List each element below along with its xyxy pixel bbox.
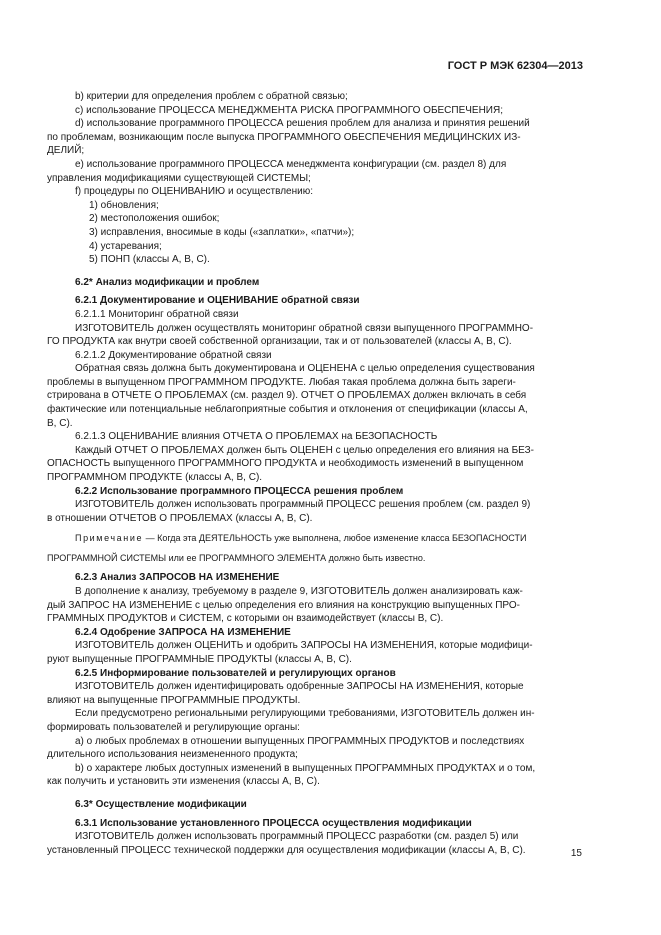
paragraph-line: дый ЗАПРОС НА ИЗМЕНЕНИЕ с целью определения его влияния на конструкцию выпущенных ПРО- bbox=[47, 599, 520, 611]
list-item-d-line3: ДЕЛИЙ; bbox=[47, 145, 85, 157]
sub-item-2: 2) местоположения ошибок; bbox=[89, 213, 220, 225]
paragraph-line: как получить и установить эти изменения (классы A, B, C). bbox=[47, 776, 320, 788]
sub-item-1: 1) обновления; bbox=[89, 199, 159, 211]
list-item-c: c) использование ПРОЦЕССА МЕНЕДЖМЕНТА РИСКА ПРОГРАММНОГО ОБЕСПЕЧЕНИЯ; bbox=[75, 104, 503, 116]
list-item-e-line1: e) использование программного ПРОЦЕССА менеджмента конфигурации (см. раздел 8) для bbox=[75, 158, 507, 170]
document-body bbox=[47, 90, 584, 857]
paragraph-line: влияют на выпущенные ПРОГРАММНЫЕ ПРОДУКТЫ. bbox=[47, 694, 301, 706]
note-line1 bbox=[47, 532, 584, 545]
list-item-d-line2: по проблемам, возникающим после выпуска ПРОГРАММНОГО ОБЕСПЕЧЕНИЯ МЕДИЦИНСКИХ ИЗ- bbox=[47, 131, 521, 143]
paragraph-line: ГРАММНЫХ ПРОДУКТОВ и СИСТЕМ, с которыми он взаимодействует (классы B, C). bbox=[47, 613, 444, 625]
section-6-2-3-heading: 6.2.3 Анализ ЗАПРОСОВ НА ИЗМЕНЕНИЕ bbox=[75, 572, 280, 584]
paragraph-line: ИЗГОТОВИТЕЛЬ должен использовать программный ПРОЦЕСС решения проблем (см. раздел 9) bbox=[75, 499, 531, 511]
paragraph-line: ОПАСНОСТЬ выпущенного ПРОГРАММНОГО ПРОДУКТА и необходимость изменений в выпущенном bbox=[47, 458, 524, 470]
section-6-2-1-heading: 6.2.1 Документирование и ОЦЕНИВАНИЕ обратной связи bbox=[75, 295, 360, 307]
paragraph-line: ИЗГОТОВИТЕЛЬ должен осуществлять мониторинг обратной связи выпущенного ПРОГРАММНО- bbox=[75, 322, 534, 334]
section-6-2-4-heading: 6.2.4 Одобрение ЗАПРОСА НА ИЗМЕНЕНИЕ bbox=[75, 626, 291, 638]
list-item-e-line2: управления модификациями существующей СИСТЕМЫ; bbox=[47, 172, 311, 184]
paragraph-line: фактические или потенциальные неблагоприятные события и отклонения от спецификации (классы A, bbox=[47, 404, 528, 416]
list-item-a: a) о любых проблемах в отношении выпущенных ПРОГРАММНЫХ ПРОДУКТОВ и последствиях bbox=[75, 735, 525, 747]
paragraph-line: В дополнение к анализу, требуемому в разделе 9, ИЗГОТОВИТЕЛЬ должен анализировать каж- bbox=[75, 586, 523, 597]
standard-code-header: ГОСТ Р МЭК 62304—2013 bbox=[447, 60, 583, 72]
paragraph-line: ИЗГОТОВИТЕЛЬ должен использовать программный ПРОЦЕСС разработки (см. раздел 5) или bbox=[75, 831, 519, 843]
note-line2: ПРОГРАММНОЙ СИСТЕМЫ или ее ПРОГРАММНОГО ЭЛЕМЕНТА должно быть известно. bbox=[47, 552, 426, 563]
paragraph-line: ГО ПРОДУКТА как внутри своей собственной организации, так и от пользователей (классы A, B, C). bbox=[47, 336, 512, 348]
paragraph-line: формировать пользователей и регулирующие органы: bbox=[47, 721, 300, 733]
paragraph-line: проблемы в выпущенном ПРОГРАММНОМ ПРОДУКТЕ. Любая такая проблема должна быть зареги- bbox=[47, 376, 516, 388]
page-number: 15 bbox=[570, 848, 582, 859]
list-item-f: f) процедуры по ОЦЕНИВАНИЮ и осуществлению: bbox=[75, 186, 313, 198]
note-label: Примечание bbox=[75, 533, 144, 544]
paragraph-line: Если предусмотрено региональными регулирующими требованиями, ИЗГОТОВИТЕЛЬ должен ин- bbox=[75, 708, 535, 720]
paragraph-line: установленный ПРОЦЕСС технической поддержки для осуществления модификации (классы A, B, C). bbox=[47, 844, 526, 856]
paragraph-line: Каждый ОТЧЕТ О ПРОБЛЕМАХ должен быть ОЦЕНЕН с целью определения его влияния на БЕЗ- bbox=[75, 444, 534, 456]
paragraph-line: длительного использования неизмененного продукта; bbox=[47, 749, 298, 761]
sub-item-5: 5) ПОНП (классы A, B, C). bbox=[89, 254, 210, 266]
sub-item-3: 3) исправления, вносимые в коды («заплатки», «патчи»); bbox=[89, 226, 355, 238]
section-6-3-1-heading: 6.3.1 Использование установленного ПРОЦЕССА осуществления модификации bbox=[75, 817, 472, 829]
section-6-3-heading: 6.3* Осуществление модификации bbox=[75, 798, 247, 810]
paragraph-line: стрирована в ОТЧЕТЕ О ПРОБЛЕМАХ (см. раздел 9). ОТЧЕТ О ПРОБЛЕМАХ должен включать в себя bbox=[47, 390, 527, 402]
paragraph-line: ПРОГРАММНОМ ПРОДУКТЕ (классы A, B, C). bbox=[47, 472, 263, 484]
paragraph-line: ИЗГОТОВИТЕЛЬ должен идентифицировать одобренные ЗАПРОСЫ НА ИЗМЕНЕНИЯ, которые bbox=[75, 681, 524, 693]
section-6-2-5-heading: 6.2.5 Информирование пользователей и регулирующих органов bbox=[75, 667, 396, 679]
sub-item-4: 4) устаревания; bbox=[89, 240, 162, 252]
section-6-2-heading: 6.2* Анализ модификации и проблем bbox=[75, 276, 260, 288]
section-6-2-2-heading: 6.2.2 Использование программного ПРОЦЕССА решения проблем bbox=[75, 485, 404, 497]
section-6-2-1-2-heading: 6.2.1.2 Документирование обратной связи bbox=[75, 349, 272, 361]
list-item-b: b) о характере любых доступных изменений в выпущенных ПРОГРАММНЫХ ПРОДУКТАХ и о том, bbox=[75, 762, 536, 774]
list-item-d-line1: d) использование программного ПРОЦЕССА решения проблем для анализа и принятия решений bbox=[75, 118, 530, 130]
paragraph-line: Обратная связь должна быть документирована и ОЦЕНЕНА с целью определения существования bbox=[75, 363, 535, 375]
paragraph-line: ИЗГОТОВИТЕЛЬ должен ОЦЕНИТЬ и одобрить ЗАПРОСЫ НА ИЗМЕНЕНИЯ, которые модифици- bbox=[75, 640, 533, 652]
note-text: — Когда эта ДЕЯТЕЛЬНОСТЬ уже выполнена, любое изменение класса БЕЗОПАСНОСТИ bbox=[143, 533, 527, 544]
paragraph-line: B, C). bbox=[47, 417, 73, 429]
paragraph-line: руют выпущенные ПРОГРАММНЫЕ ПРОДУКТЫ (классы A, B, C). bbox=[47, 653, 352, 665]
paragraph-line: в отношении ОТЧЕТОВ О ПРОБЛЕМАХ (классы A, B, C). bbox=[47, 512, 313, 524]
section-6-2-1-1-heading: 6.2.1.1 Мониторинг обратной связи bbox=[75, 308, 239, 320]
section-6-2-1-3-heading: 6.2.1.3 ОЦЕНИВАНИЕ влияния ОТЧЕТА О ПРОБЛЕМАХ на БЕЗОПАСНОСТЬ bbox=[75, 431, 438, 443]
list-item-b: b) критерии для определения проблем с обратной связью; bbox=[75, 91, 348, 102]
